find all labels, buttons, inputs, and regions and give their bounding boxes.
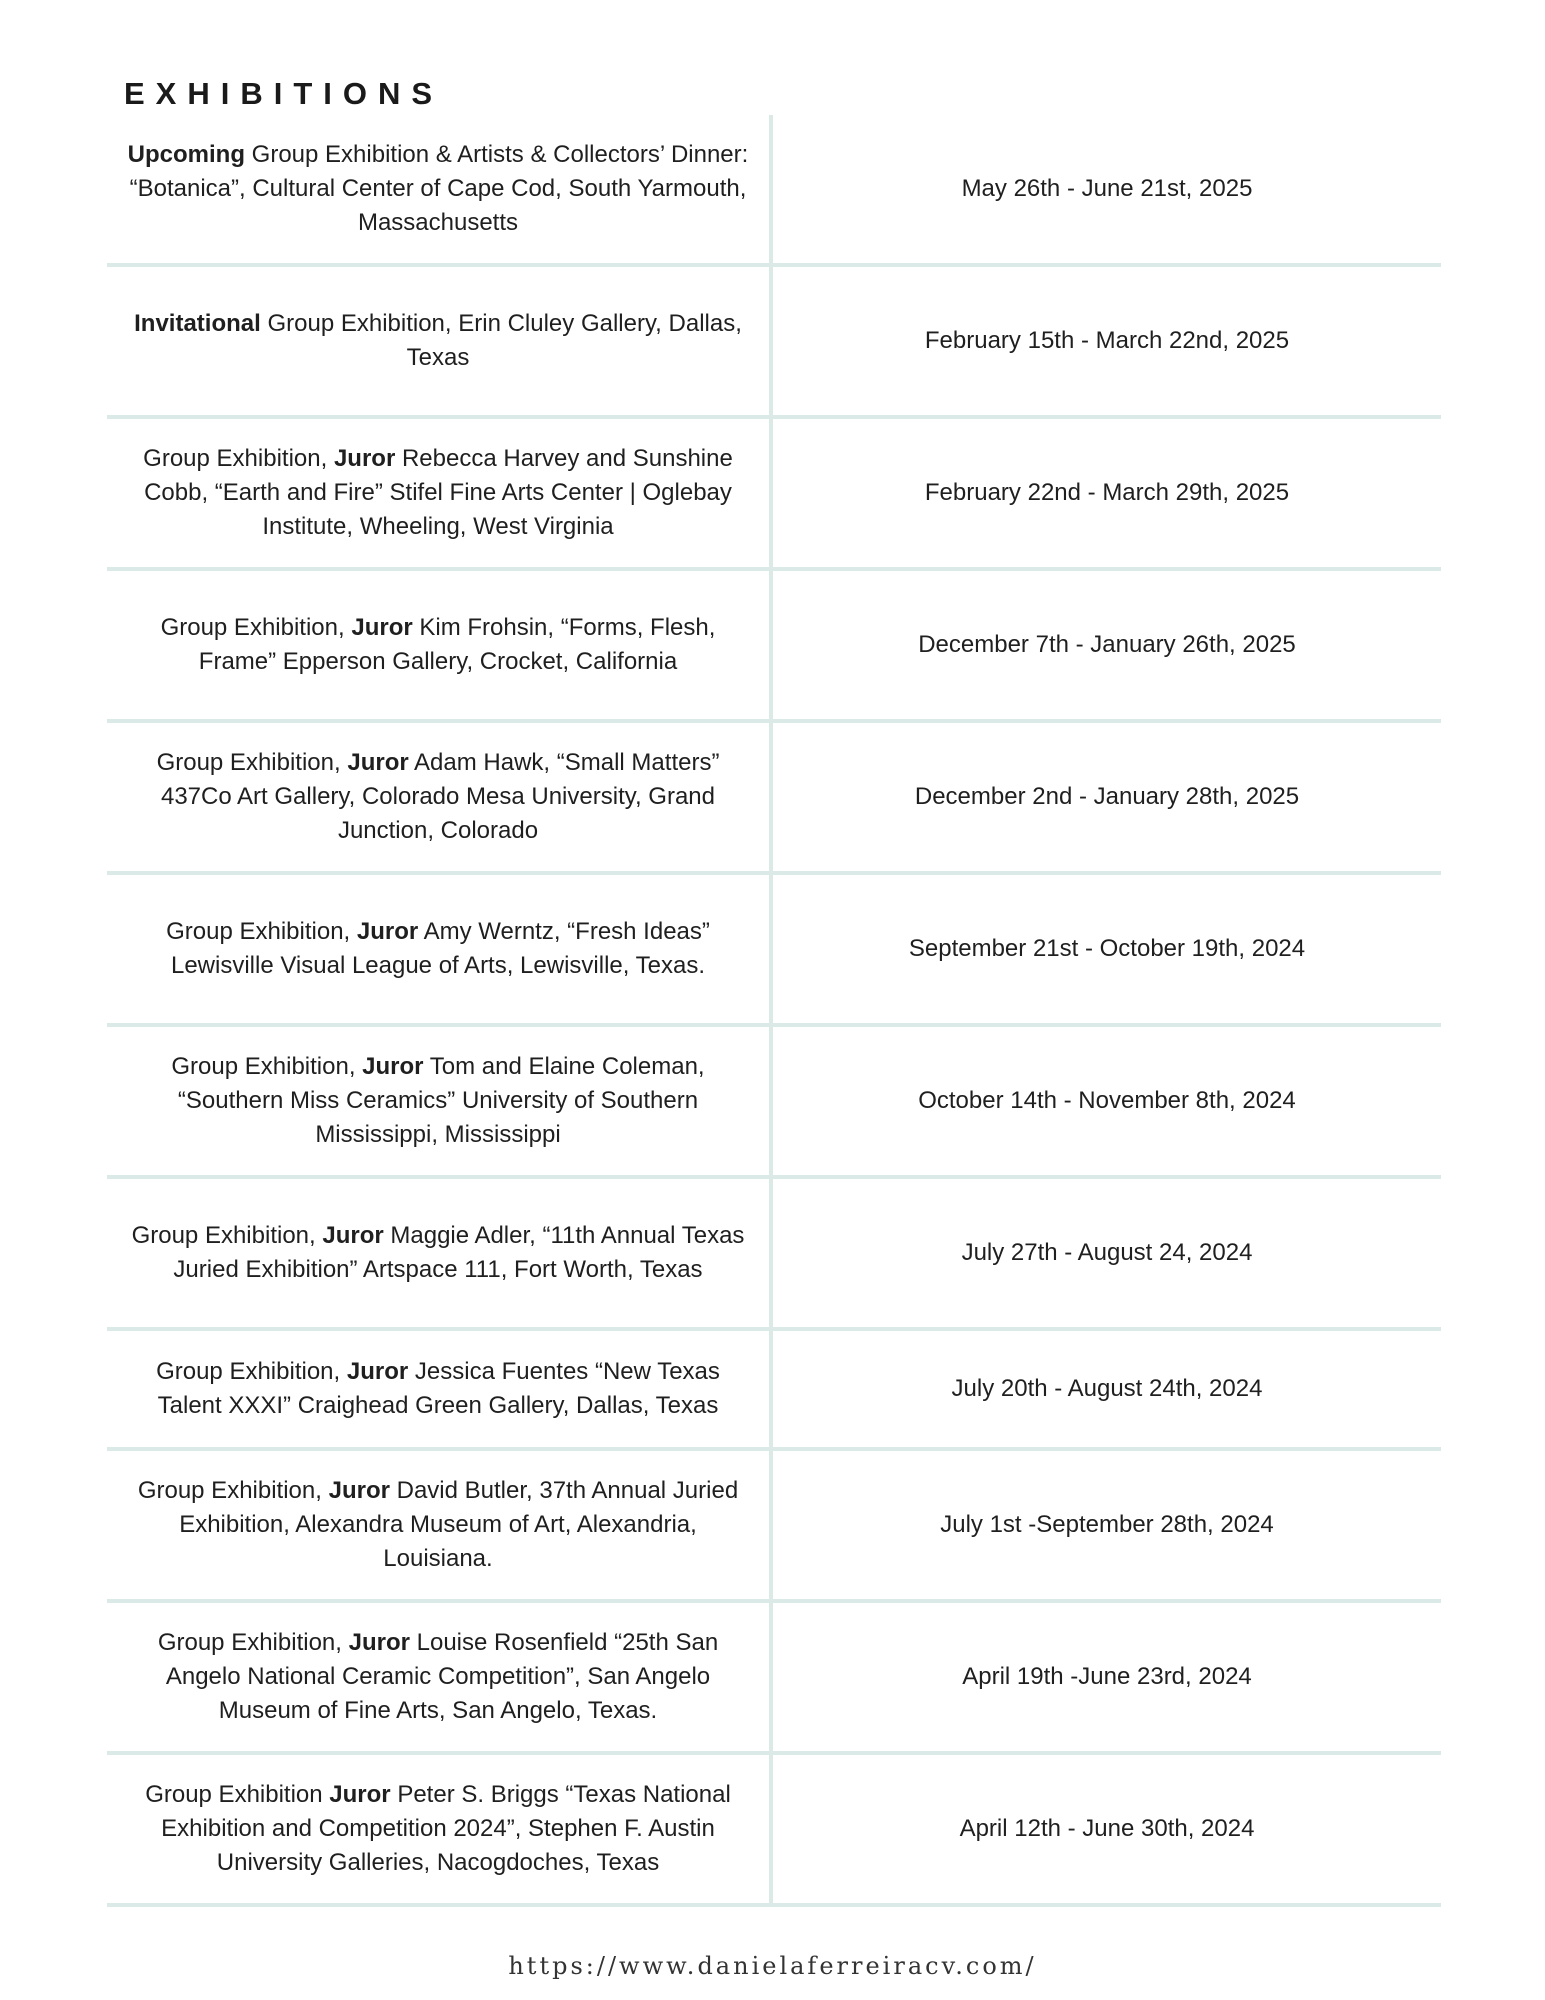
exhibition-date: October 14th - November 8th, 2024 [918,1087,1296,1114]
description-highlight: Juror [348,1629,410,1656]
exhibition-date: September 21st - October 19th, 2024 [908,935,1306,962]
exhibition-date: December 2nd - January 28th, 2025 [914,783,1300,810]
table-row [107,875,1441,1027]
description-highlight: Juror [329,1781,391,1808]
exhibition-date: April 12th - June 30th, 2024 [959,1815,1255,1842]
description-text: David Butler, 37th Annual Juried Exhibition, Alexandra Museum of Art, Alexandria, Louisiana. [179,1477,739,1572]
page-title: EXHIBITIONS [124,76,444,111]
exhibition-description [107,115,773,263]
description-prefix: Group Exhibition, [157,1629,349,1656]
description-prefix: Group Exhibition, [166,918,357,945]
description-highlight: Juror [333,445,396,472]
exhibition-description [107,1451,773,1599]
description-highlight: Juror [347,749,409,776]
description-prefix: Group Exhibition, [131,1222,323,1249]
exhibition-description [107,1331,773,1447]
exhibition-description [107,875,773,1023]
description-highlight: Juror [351,614,413,641]
exhibition-description [107,1027,773,1175]
description-highlight: Juror [356,918,419,945]
exhibition-description [107,267,773,415]
description-prefix: Group Exhibition, [143,445,334,472]
table-row [107,419,1441,571]
description-highlight: Juror [328,1477,390,1504]
exhibition-date: February 15th - March 22nd, 2025 [924,327,1290,354]
exhibition-description [107,571,773,719]
exhibition-description [107,419,773,567]
table-row [107,1603,1441,1755]
description-prefix: Group Exhibition, [160,614,352,641]
exhibition-date: December 7th - January 26th, 2025 [918,631,1296,658]
table-row [107,571,1441,723]
description-text: Jessica Fuentes “New Texas Talent XXXI” Craighead Green Gallery, Dallas, Texas [157,1358,720,1419]
exhibition-date: July 1st -September 28th, 2024 [940,1511,1274,1538]
description-text: Louise Rosenfield “25th San Angelo National Ceramic Competition”, San Angelo Museum of Fine Arts, San Angelo, Texas. [165,1629,719,1724]
exhibition-description [107,1179,773,1327]
description-highlight: Upcoming [127,141,245,168]
description-prefix: Group Exhibition [145,1781,330,1808]
exhibition-description [107,723,773,871]
table-row [107,1179,1441,1331]
description-highlight: Invitational [134,310,261,337]
table-row [107,1451,1441,1603]
description-highlight: Juror [322,1222,384,1249]
table-row [107,1331,1441,1451]
description-text: Tom and Elaine Coleman, “Southern Miss Ceramics” University of Southern Mississippi, Mississippi [177,1053,705,1148]
description-text: Rebecca Harvey and Sunshine Cobb, “Earth and Fire” Stifel Fine Arts Center | Oglebay Institute, Wheeling, West Virginia [144,445,733,540]
description-text: Group Exhibition & Artists & Collectors’ Dinner: “Botanica”, Cultural Center of Cape Cod, South Yarmouth, Massachusetts [129,141,749,236]
exhibition-date: July 27th - August 24, 2024 [961,1239,1253,1266]
exhibition-description [107,1603,773,1751]
description-highlight: Juror [346,1358,409,1385]
table-row [107,1755,1441,1907]
description-highlight: Juror [362,1053,424,1080]
table-row [107,115,1441,267]
description-text: Kim Frohsin, “Forms, Flesh, Frame” Epperson Gallery, Crocket, California [198,614,716,675]
table-row [107,267,1441,419]
table-row [107,723,1441,875]
description-text: Maggie Adler, “11th Annual Texas Juried Exhibition” Artspace 111, Fort Worth, Texas [173,1222,745,1283]
description-prefix: Group Exhibition, [171,1053,363,1080]
exhibitions-table [107,115,1441,1907]
exhibition-description [107,1755,773,1903]
description-prefix: Group Exhibition, [137,1477,329,1504]
description-prefix: Group Exhibition, [156,1358,347,1385]
website-url: https://www.danielaferreiracv.com/ [508,1952,1037,1980]
description-text: Peter S. Briggs “Texas National Exhibition and Competition 2024”, Stephen F. Austin University Galleries, Nacogdoches, Texas [161,1781,731,1876]
exhibition-date: April 19th -June 23rd, 2024 [962,1663,1252,1690]
table-row [107,1027,1441,1179]
description-text: Adam Hawk, “Small Matters” 437Co Art Gallery, Colorado Mesa University, Grand Junction, Colorado [160,749,720,844]
exhibition-date: July 20th - August 24th, 2024 [951,1375,1263,1402]
exhibition-date: May 26th - June 21st, 2025 [961,175,1253,202]
description-text: Group Exhibition, Erin Cluley Gallery, Dallas, Texas [260,310,742,371]
exhibition-date: February 22nd - March 29th, 2025 [924,479,1290,506]
description-text: Amy Werntz, “Fresh Ideas” Lewisville Visual League of Arts, Lewisville, Texas. [170,918,710,979]
description-prefix: Group Exhibition, [156,749,348,776]
